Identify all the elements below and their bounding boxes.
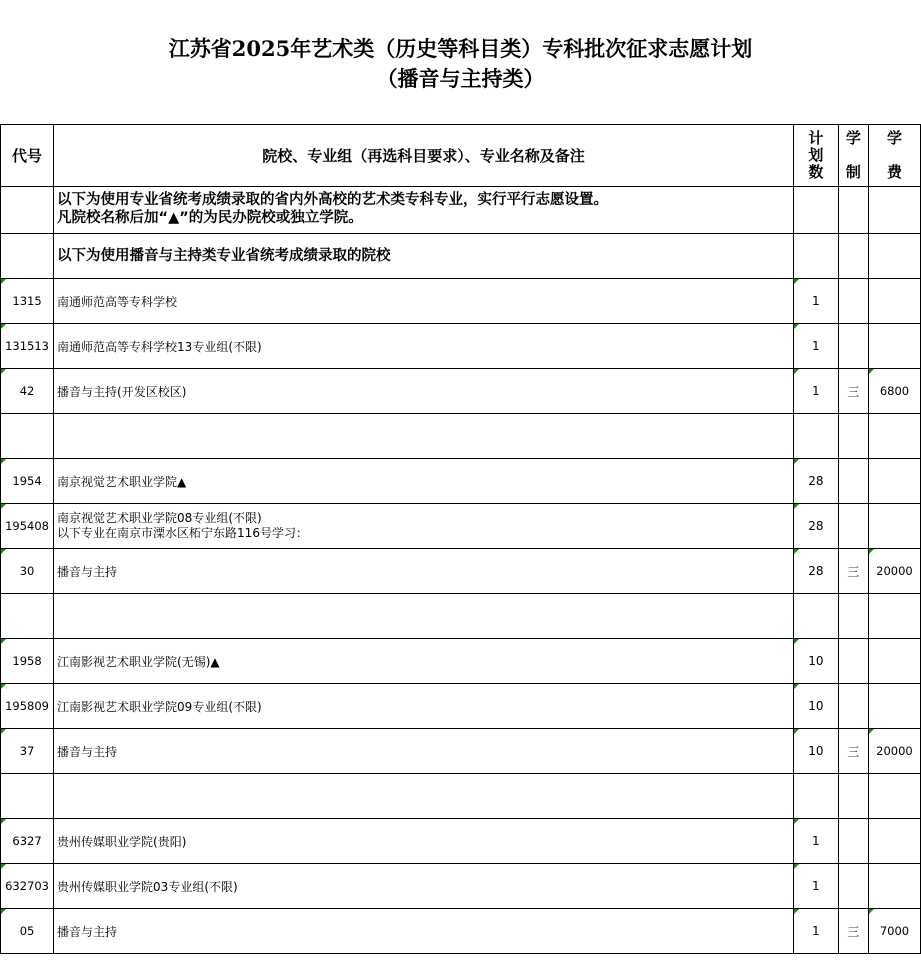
fee-cell[interactable] <box>868 774 920 819</box>
name-cell[interactable] <box>54 594 794 639</box>
plan-cell[interactable]: 1 <box>793 819 838 864</box>
code-cell[interactable]: 6327 <box>1 819 54 864</box>
fee-cell[interactable]: 20000 <box>868 549 920 594</box>
code-cell[interactable]: 05 <box>1 909 54 954</box>
header-plan-char: 计 <box>808 129 824 147</box>
fee-cell[interactable] <box>868 684 920 729</box>
code-cell[interactable]: 1315 <box>1 279 54 324</box>
table-row <box>1 324 921 369</box>
fee-cell[interactable] <box>868 819 920 864</box>
table-row <box>1 279 921 324</box>
name-cell[interactable]: 播音与主持 <box>54 909 794 954</box>
table-row <box>1 729 921 774</box>
code-cell[interactable] <box>1 774 54 819</box>
code-cell[interactable]: 195809 <box>1 684 54 729</box>
duration-cell[interactable] <box>838 504 868 549</box>
table-row <box>1 549 921 594</box>
header-name[interactable]: 院校、专业组（再选科目要求）、专业名称及备注 <box>54 125 794 187</box>
duration-cell[interactable]: 三 <box>838 369 868 414</box>
plan-cell[interactable]: 10 <box>793 639 838 684</box>
cell-empty[interactable] <box>868 187 920 234</box>
duration-cell[interactable] <box>838 594 868 639</box>
enrollment-plan-table <box>0 124 921 954</box>
table-row-empty <box>1 774 921 819</box>
plan-cell[interactable]: 28 <box>793 504 838 549</box>
duration-cell[interactable] <box>838 864 868 909</box>
name-cell[interactable]: 江南影视艺术职业学院09专业组(不限) <box>54 684 794 729</box>
table-row <box>1 684 921 729</box>
table-row <box>1 819 921 864</box>
table-row <box>1 459 921 504</box>
title-line-1: 江苏省2025年艺术类（历史等科目类）专科批次征求志愿计划 <box>168 36 753 61</box>
header-plan-char: 数 <box>808 163 824 181</box>
table-row <box>1 369 921 414</box>
name-cell[interactable] <box>54 414 794 459</box>
cell-empty[interactable] <box>1 187 54 234</box>
duration-cell[interactable] <box>838 774 868 819</box>
code-cell[interactable]: 1958 <box>1 639 54 684</box>
header-fee[interactable] <box>868 125 920 187</box>
table-row <box>1 504 921 549</box>
duration-cell[interactable]: 三 <box>838 729 868 774</box>
code-cell[interactable]: 632703 <box>1 864 54 909</box>
table-row-empty <box>1 414 921 459</box>
duration-cell[interactable] <box>838 324 868 369</box>
page-title <box>0 34 921 94</box>
header-fee-char: 费 <box>886 163 902 181</box>
table-row <box>1 639 921 684</box>
duration-cell[interactable] <box>838 414 868 459</box>
code-cell[interactable]: 195408 <box>1 504 54 549</box>
header-row <box>1 125 921 187</box>
fee-cell[interactable] <box>868 864 920 909</box>
fee-cell[interactable]: 7000 <box>868 909 920 954</box>
code-cell[interactable] <box>1 594 54 639</box>
fee-cell[interactable] <box>868 639 920 684</box>
plan-cell[interactable]: 1 <box>793 909 838 954</box>
plan-cell[interactable]: 28 <box>793 549 838 594</box>
plan-cell[interactable]: 28 <box>793 459 838 504</box>
note-cell[interactable] <box>54 187 794 234</box>
plan-cell[interactable]: 1 <box>793 324 838 369</box>
code-cell[interactable]: 1954 <box>1 459 54 504</box>
cell-empty[interactable] <box>868 234 920 279</box>
duration-cell[interactable] <box>838 459 868 504</box>
code-cell[interactable]: 42 <box>1 369 54 414</box>
duration-cell[interactable] <box>838 819 868 864</box>
name-cell[interactable]: 播音与主持 <box>54 729 794 774</box>
fee-cell[interactable] <box>868 594 920 639</box>
cell-empty[interactable] <box>793 187 838 234</box>
note-row <box>1 234 921 279</box>
fee-cell[interactable]: 20000 <box>868 729 920 774</box>
name-cell[interactable]: 南通师范高等专科学校13专业组(不限) <box>54 324 794 369</box>
note-line: 凡院校名称后加“▲”的为民办院校或独立学院。 <box>57 210 363 226</box>
plan-cell[interactable]: 10 <box>793 729 838 774</box>
plan-cell[interactable]: 1 <box>793 864 838 909</box>
fee-cell[interactable] <box>868 324 920 369</box>
name-cell[interactable] <box>54 504 794 549</box>
note-row <box>1 187 921 234</box>
duration-cell[interactable]: 三 <box>838 909 868 954</box>
plan-cell[interactable]: 1 <box>793 369 838 414</box>
code-cell[interactable]: 37 <box>1 729 54 774</box>
plan-cell[interactable] <box>793 594 838 639</box>
name-cell[interactable]: 南通师范高等专科学校 <box>54 279 794 324</box>
plan-cell[interactable] <box>793 414 838 459</box>
plan-cell[interactable] <box>793 774 838 819</box>
name-cell[interactable]: 播音与主持(开发区校区) <box>54 369 794 414</box>
fee-cell[interactable] <box>868 459 920 504</box>
note-cell[interactable]: 以下为使用播音与主持类专业省统考成绩录取的院校 <box>54 234 794 279</box>
cell-empty[interactable] <box>838 234 868 279</box>
table-row-empty <box>1 594 921 639</box>
name-cell[interactable]: 南京视觉艺术职业学院▲ <box>54 459 794 504</box>
header-code[interactable]: 代号 <box>1 125 54 187</box>
fee-cell[interactable] <box>868 414 920 459</box>
location-note: 以下专业在南京市溧水区柘宁东路116号学习： <box>57 526 308 540</box>
plan-cell[interactable]: 10 <box>793 684 838 729</box>
plan-cell[interactable]: 1 <box>793 279 838 324</box>
header-duration-char: 制 <box>845 163 861 181</box>
table-row <box>1 909 921 954</box>
header-plan[interactable] <box>793 125 838 187</box>
title-line-2: （播音与主持类） <box>376 66 545 91</box>
header-plan-char: 划 <box>808 146 824 164</box>
header-fee-char: 学 <box>886 129 902 147</box>
name-cell[interactable]: 江南影视艺术职业学院(无锡)▲ <box>54 639 794 684</box>
fee-cell[interactable] <box>868 504 920 549</box>
header-duration[interactable] <box>838 125 868 187</box>
note-line: 以下为使用专业省统考成绩录取的省内外高校的艺术类专科专业，实行平行志愿设置。 <box>57 192 609 208</box>
fee-cell[interactable] <box>868 279 920 324</box>
name-cell[interactable] <box>54 774 794 819</box>
duration-cell[interactable]: 三 <box>838 549 868 594</box>
name-cell[interactable]: 播音与主持 <box>54 549 794 594</box>
name-line: 南京视觉艺术职业学院08专业组(不限) <box>57 511 262 525</box>
duration-cell[interactable] <box>838 279 868 324</box>
code-cell[interactable]: 30 <box>1 549 54 594</box>
name-cell[interactable]: 贵州传媒职业学院(贵阳) <box>54 819 794 864</box>
fee-cell[interactable]: 6800 <box>868 369 920 414</box>
header-duration-char: 学 <box>845 129 861 147</box>
duration-cell[interactable] <box>838 639 868 684</box>
cell-empty[interactable] <box>793 234 838 279</box>
cell-empty[interactable] <box>1 234 54 279</box>
name-cell[interactable]: 贵州传媒职业学院03专业组(不限) <box>54 864 794 909</box>
duration-cell[interactable] <box>838 684 868 729</box>
code-cell[interactable]: 131513 <box>1 324 54 369</box>
cell-empty[interactable] <box>838 187 868 234</box>
table-row <box>1 864 921 909</box>
code-cell[interactable] <box>1 414 54 459</box>
